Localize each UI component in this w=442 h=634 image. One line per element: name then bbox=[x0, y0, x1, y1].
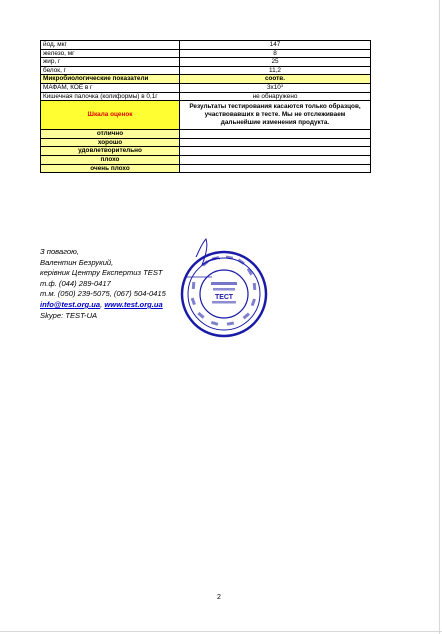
page-edge-bottom bbox=[0, 631, 442, 632]
row-value-text: не обнаружено bbox=[252, 92, 298, 100]
grade-value bbox=[180, 138, 371, 147]
grade-value bbox=[180, 130, 371, 139]
row-value-text: 25 bbox=[271, 58, 279, 66]
page-edge-right bbox=[439, 0, 440, 634]
grade-label: отлично bbox=[41, 130, 180, 139]
row-value bbox=[180, 41, 371, 50]
signature-mobile: т.м. (050) 239-5075, (067) 504-0415 bbox=[40, 289, 166, 299]
signature-block bbox=[40, 247, 166, 321]
signature-greeting: З повагою, bbox=[40, 247, 79, 256]
grade-label: хорошо bbox=[41, 138, 180, 147]
table-row bbox=[41, 41, 371, 50]
row-value bbox=[180, 83, 371, 92]
results-table-body bbox=[41, 41, 371, 173]
signature-skype: Skype: TEST-UA bbox=[40, 310, 98, 320]
grade-label: удовлетворительно bbox=[41, 147, 180, 156]
row-label: йод, мкг bbox=[41, 41, 180, 50]
page-number: 2 bbox=[217, 594, 221, 601]
row-label: Кишечная палочка (колиформы) в 0,1г bbox=[41, 92, 180, 101]
table-row bbox=[41, 49, 371, 58]
row-label: жир, г bbox=[41, 58, 180, 67]
grade-label: очень плохо bbox=[41, 164, 180, 173]
grade-value bbox=[180, 164, 371, 173]
row-value-text: 11,2 bbox=[269, 66, 281, 74]
row-value bbox=[180, 66, 371, 75]
row-value bbox=[180, 58, 371, 67]
row-value-exponent: 3 bbox=[280, 83, 284, 88]
table-row bbox=[41, 92, 371, 101]
scale-header: Шкала оценок bbox=[41, 101, 180, 130]
grade-row bbox=[41, 147, 371, 156]
row-value-text: 147 bbox=[269, 41, 281, 48]
row-value bbox=[180, 92, 371, 101]
table-row bbox=[41, 75, 371, 84]
row-label: МАФАМ, КОЕ в г bbox=[41, 83, 180, 92]
row-label: Микробиологические показатели bbox=[41, 75, 180, 84]
row-value bbox=[180, 75, 371, 84]
grade-row bbox=[41, 155, 371, 164]
grade-row bbox=[41, 130, 371, 139]
results-table bbox=[40, 40, 371, 173]
row-value-text: 3x10 bbox=[266, 83, 281, 91]
website-link[interactable]: www.test.org.ua bbox=[104, 299, 163, 309]
official-stamp bbox=[172, 235, 272, 345]
grade-row bbox=[41, 138, 371, 147]
signature-phone: т.ф. (044) 289-0417 bbox=[40, 278, 111, 288]
signature-links bbox=[40, 300, 166, 311]
table-row bbox=[41, 83, 371, 92]
scale-row bbox=[41, 101, 371, 130]
row-value-text: 8 bbox=[273, 49, 277, 57]
signature-position: керівник Центру Експертиз TEST bbox=[40, 268, 163, 278]
row-label: железо, мг bbox=[41, 49, 180, 58]
row-label: белок, г bbox=[41, 66, 180, 75]
grade-label: плохо bbox=[41, 155, 180, 164]
table-row bbox=[41, 58, 371, 67]
email-link[interactable]: info@test.org.ua bbox=[40, 299, 101, 309]
row-value bbox=[180, 49, 371, 58]
links-separator: , bbox=[100, 299, 103, 309]
grade-row bbox=[41, 164, 371, 173]
signature-name: Валентин Безрукий, bbox=[40, 257, 114, 267]
scale-note: Результаты тестирования касаются только образцов, участвовавших в тесте. Мы не отслеживаем дальнейшие изменения продукта. bbox=[180, 101, 371, 130]
grade-value bbox=[180, 155, 371, 164]
row-value-text: соотв. bbox=[264, 75, 286, 83]
table-row bbox=[41, 66, 371, 75]
grade-value bbox=[180, 147, 371, 156]
stamp-center-text: ТЕСТ bbox=[214, 294, 234, 301]
